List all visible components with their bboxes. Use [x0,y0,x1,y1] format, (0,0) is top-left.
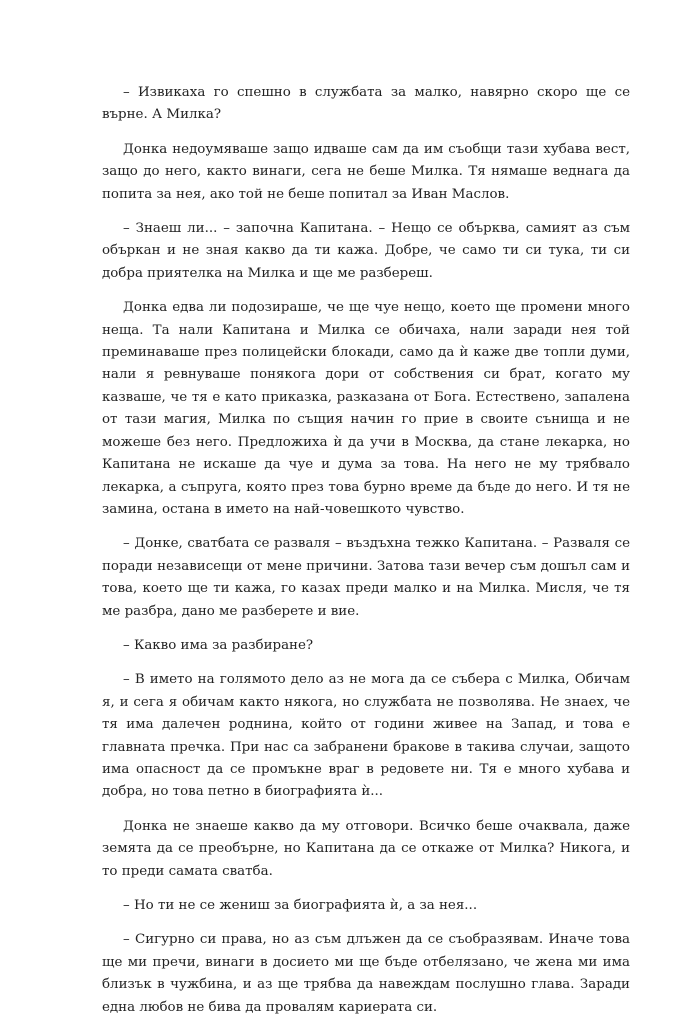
paragraph-7: – В името на голямото дело аз не мога да се събера с Милка, Обичам я, и сега я обичам както някога, но службата не позволява. Не знаех, че тя има далечен роднина, който от години живее на Запад, и това е главната пречка. При нас са забранени бракове в такива случаи, защото има опасност да се промъкне враг в редовете ни. Тя е много хубава и добра, но това петно в биографията ѝ... [102,672,630,800]
body-text [102,82,630,1031]
paragraph-8: Донка не знаеше какво да му отговори. Всичко беше очаквала, даже земята да се преобърне, но Капитана да се откаже от Милка? Никога, и то преди самата сватба. [102,818,630,879]
paragraph-4: Донка едва ли подозираше, че ще чуе нещо, което ще промени много неща. Та нали Капитана и Милка се обичаха, нали заради нея той преминаваше през полицейски блокади, само да ѝ каже две топли думи, нали я ревнуваше понякога дори от собствения си брат, когато му казваше, че тя е като приказка, разказана от Бога. Естествено, запалена от тази магия, Милка по същия начин го прие в своите сънища и не можеше без него. Предложиха ѝ да учи в Москва, да стане лекарка, но Капитана не искаше да чуе и дума за това. На него не му трябвало лекарка, а съпруга, която през това бурно време да бъде до него. И тя не замина, остана в името на най-човешкото чувство. [102,300,630,517]
paragraph-3: – Знаеш ли... – започна Капитана. – Нещо се обърква, самият аз съм объркан и не зная какво да ти кажа. Добре, че само ти си тука, ти си добра приятелка на Милка и ще ме разбереш. [102,221,630,281]
paragraph-2: Донка недоумяваше защо идваше сам да им съобщи тази хубава вест, защо до него, както винаги, сега не беше Милка. Тя нямаше веднага да попита за нея, ако той не беше попитал за Иван Маслов. [102,141,630,202]
paragraph-1: – Извикаха го спешно в службата за малко, навярно скоро ще се върне. А Милка? [102,85,630,123]
paragraph-10: – Сигурно си права, но аз съм длъжен да се съобразявам. Иначе това ще ми пречи, винаги в досието ми ще бъде отбелязано, че жена ми има близък в чужбина, и аз ще трябва да навеждам послушно глава. Заради една любов не бива да провалям кариерата си. [102,932,630,1015]
paragraph-6: – Какво има за разбиране? [123,637,314,653]
paragraph-5: – Донке, сватбата се разваля – въздъхна тежко Капитана. – Разваля се поради независещи от мене причини. Затова тази вечер съм дошъл сам и това, което ще ти кажа, го казах преди малко и на Милка. Мисля, че тя ме разбра, дано ме разберете и вие. [102,536,630,619]
paragraph-9: – Но ти не се жениш за биографията ѝ, а за нея... [123,898,478,913]
